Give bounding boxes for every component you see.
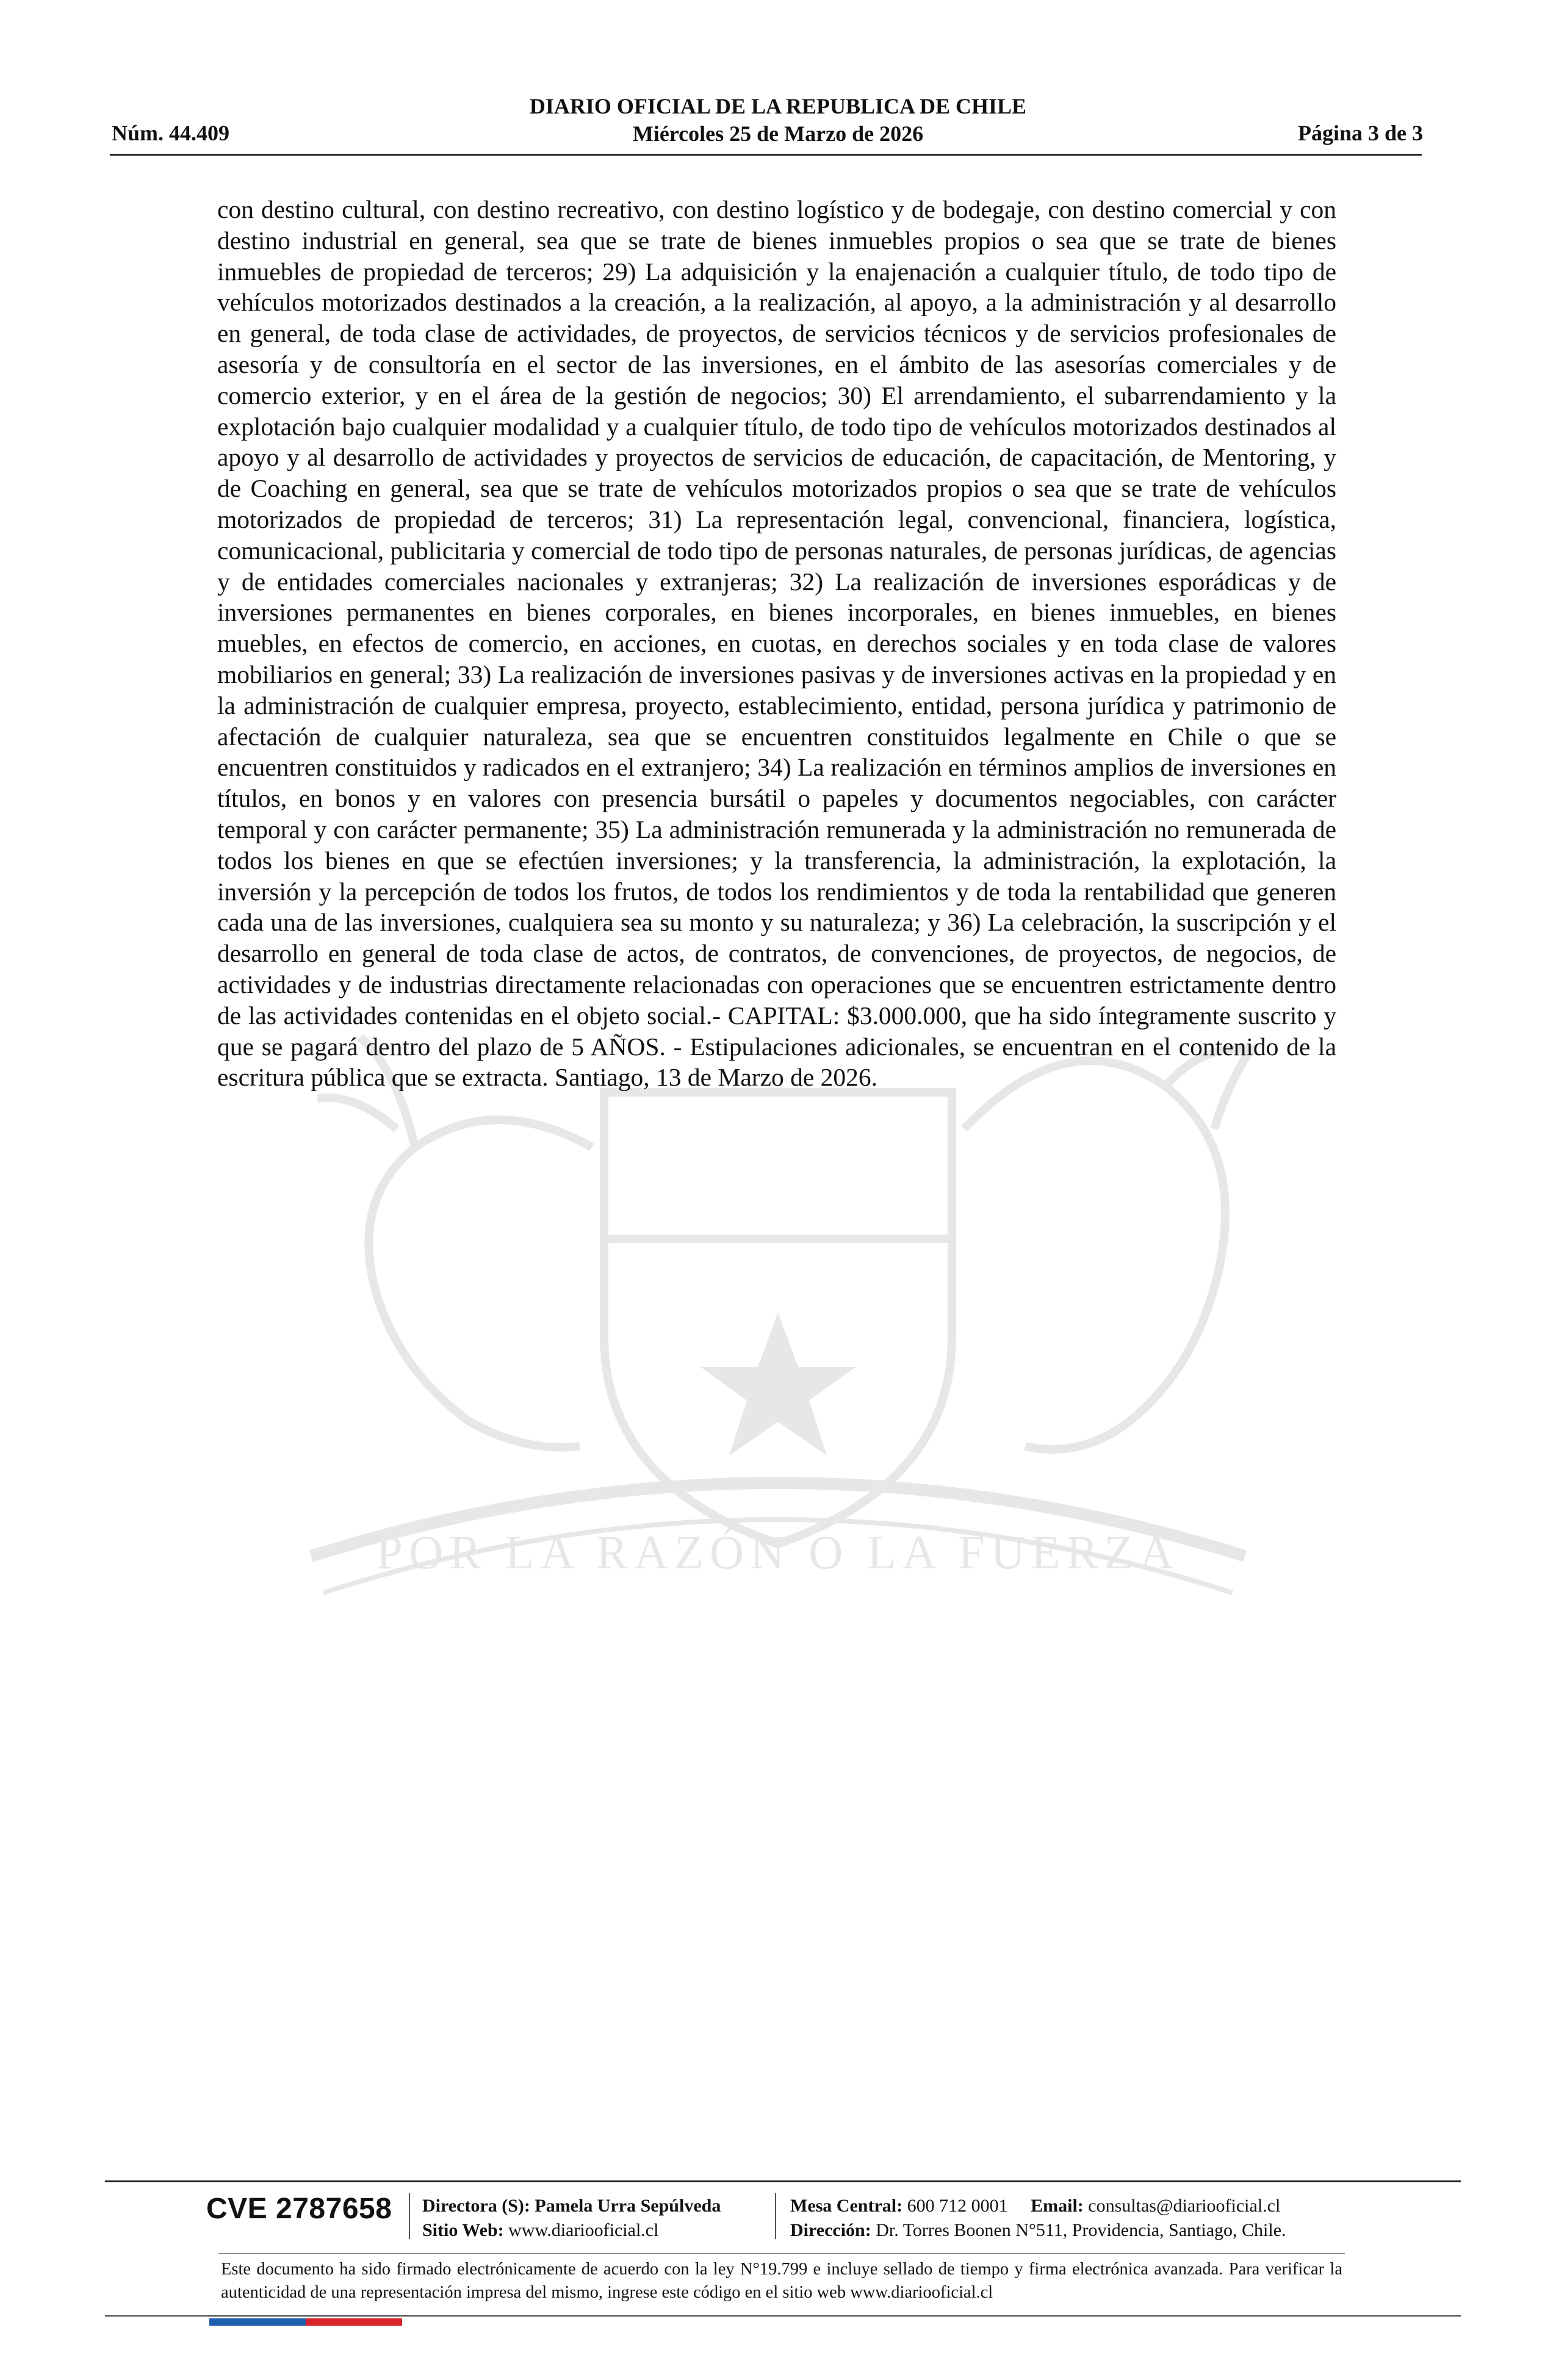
footer-top-divider — [105, 2180, 1461, 2182]
footer-mid-divider — [218, 2253, 1345, 2254]
website-label: Sitio Web: — [422, 2220, 504, 2240]
address-label: Dirección: — [790, 2220, 871, 2240]
footer-bottom-divider — [105, 2315, 1461, 2317]
electronic-signature-note: Este documento ha sido firmado electrónicamente de acuerdo con la ley N°19.799 e incluye sellado de tiempo y firma electrónica avanzada. Para verificar la autenticidad de una representación impresa del mismo, ingrese este código en el sitio web www.diariooficial.cl — [221, 2260, 1342, 2302]
footer-separator — [775, 2193, 776, 2239]
email-label: Email: — [1031, 2196, 1084, 2216]
header-divider — [110, 154, 1422, 156]
cve-code: CVE 2787658 — [206, 2193, 392, 2225]
issue-number: Núm. 44.409 — [112, 121, 230, 145]
watermark-motto: POR LA RAZÓN O LA FUERZA — [376, 1526, 1180, 1579]
website-link[interactable]: www.diariooficial.cl — [508, 2220, 659, 2240]
publication-date: Miércoles 25 de Marzo de 2026 — [632, 121, 924, 146]
flag-stripe-blue — [209, 2318, 306, 2326]
flag-stripe-red — [306, 2318, 402, 2326]
footer-director-block — [422, 2194, 721, 2243]
email-link[interactable]: consultas@diariooficial.cl — [1088, 2196, 1281, 2216]
phone-number: 600 712 0001 — [907, 2196, 1008, 2216]
phone-label: Mesa Central: — [790, 2196, 903, 2216]
legal-extract-text: con destino cultural, con destino recreativo, con destino logístico y de bodegaje, con destino comercial y con destino industrial en general, sea que se trate de bienes inmuebles propios o sea que se trate de bienes inmuebles de propiedad de terceros; 29) La adquisición y la enajenación a cualquier título, de todo tipo de vehículos motorizados destinados a la creación, a la realización, al apoyo, a la administración y al desarrollo en general, de toda clase de actividades, de proyectos, de servicios técnicos y de servicios profesionales de asesoría y de consultoría en el sector de las inversiones, en el ámbito de las asesorías comerciales y de comercio exterior, y en el área de la gestión de negocios; 30) El arrendamiento, el subarrendamiento y la explotación bajo cualquier modalidad y a cualquier título, de todo tipo de vehículos motorizados destinados al apoyo y al desarrollo de actividades y proyectos de servicios de educación, de capacitación, de Mentoring, y de Coaching en general, sea que se trate de vehículos motorizados propios o sea que se trate de vehículos motorizados de propiedad de terceros; 31) La representación legal, convencional, financiera, logística, comunicacional, publicitaria y comercial de todo tipo de personas naturales, de personas jurídicas, de agencias y de entidades comerciales nacionales y extranjeras; 32) La realización de inversiones esporádicas y de inversiones permanentes en bienes corporales, en bienes incorporales, en bienes inmuebles, en bienes muebles, en efectos de comercio, en acciones, en cuotas, en derechos sociales y en toda clase de valores mobiliarios en general; 33) La realización de inversiones pasivas y de inversiones activas en la propiedad y en la administración de cualquier empresa, proyecto, establecimiento, entidad, persona jurídica y patrimonio de afectación de cualquier naturaleza, sea que se encuentren constituidos legalmente en Chile o que se encuentren constituidos y radicados en el extranjero; 34) La realización en términos amplios de inversiones en títulos, en bonos y en valores con presencia bursátil o papeles y documentos negociables, con carácter temporal y con carácter permanente; 35) La administración remunerada y la administración no remunerada de todos los bienes en que se efectúen inversiones; y la transferencia, la administración, la explotación, la inversión y la percepción de todos los frutos, de todos los rendimientos y de toda la rentabilidad que generen cada una de las inversiones, cualquiera sea su monto y su naturaleza; y 36) La celebración, la suscripción y el desarrollo en general de toda clase de actos, de contratos, de convenciones, de proyectos, de negocios, de actividades y de industrias directamente relacionadas con operaciones que se encuentren estrictamente dentro de las actividades contenidas en el objeto social.- CAPITAL: $3.000.000, que ha sido íntegramente suscrito y que se pagará dentro del plazo de 5 AÑOS. - Estipulaciones adicionales, se encuentran en el contenido de la escritura pública que se extracta. Santiago, 13 de Marzo de 2026. — [217, 195, 1336, 1092]
footer-contact-block — [790, 2194, 1286, 2243]
address-text: Dr. Torres Boonen N°511, Providencia, Santiago, Chile. — [876, 2220, 1286, 2240]
publication-title: DIARIO OFICIAL DE LA REPUBLICA DE CHILE — [529, 94, 1027, 118]
footer-separator — [409, 2193, 410, 2239]
director-name: Directora (S): Pamela Urra Sepúlveda — [422, 2196, 721, 2216]
page-indicator: Página 3 de 3 — [1297, 121, 1423, 145]
